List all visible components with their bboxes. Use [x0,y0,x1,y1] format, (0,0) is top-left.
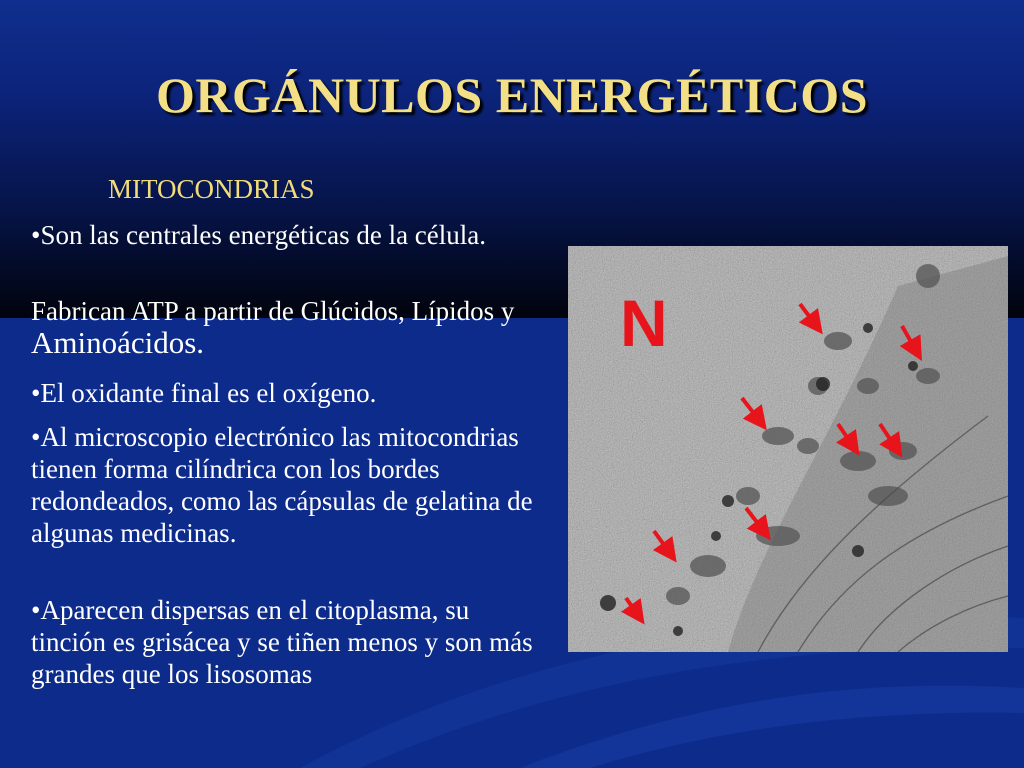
nucleus-label: N [620,286,668,360]
slide-subtitle: MITOCONDRIAS [108,174,315,204]
bullet-4: •Al microscopio electrónico las mitocondrias tienen forma cilíndrica con los bordes redondeados, como las cápsulas de gelatina de algunas medicinas. [31,422,533,548]
bullet-3: •El oxidante final es el oxígeno. [31,378,377,408]
bullet-5: •Aparecen dispersas en el citoplasma, su tinción es grisácea y se tiñen menos y son más grandes que los lisosomas [31,595,533,689]
bullet-1: •Son las centrales energéticas de la célula. [31,220,487,250]
slide-title: ORGÁNULOS ENERGÉTICOS [155,67,869,123]
bullet-2-emphasis: Aminoácidos. [31,325,205,360]
bullet-2 [31,295,549,360]
electron-micrograph [568,246,1008,652]
bullet-2-text: Fabrican ATP a partir de Glúcidos, Lípidos y [31,296,515,326]
